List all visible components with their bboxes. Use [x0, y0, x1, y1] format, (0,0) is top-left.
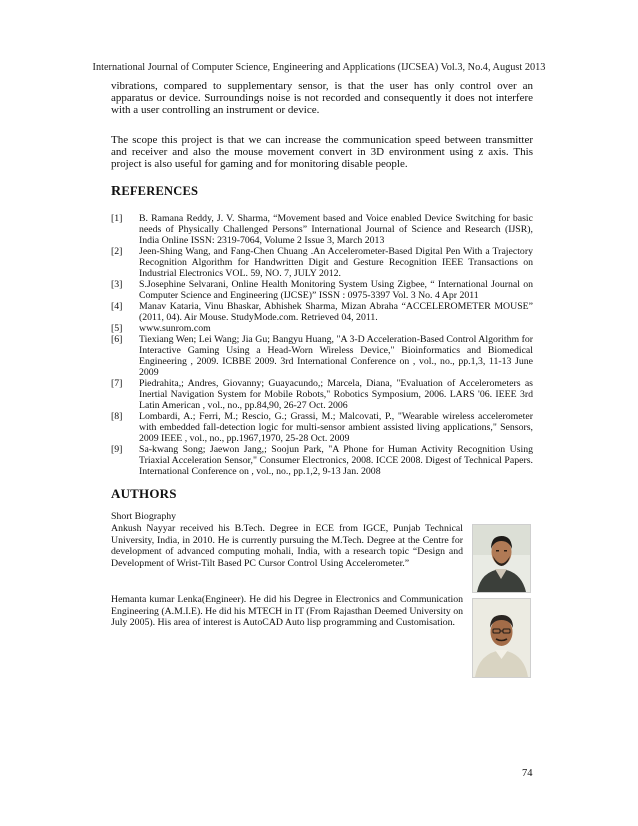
- reference-text: Lombardi, A.; Ferri, M.; Rescio, G.; Grassi, M.; Malcovati, P., "Wearable wireless accelerometer with embedded fall-detection logic for multi-sensor ambient assisted living applications," Sensors, 2009 IEEE , vol., no., pp.1967,1970, 25-28 Oct. 2009: [139, 411, 533, 444]
- reference-number: [5]: [111, 323, 123, 334]
- reference-text: S.Josephine Selvarani, Online Health Monitoring System Using Zigbee, “ International Journal on Computer Science and Engineering (IJCSE)” ISSN : 0975-3397 Vol. 3 No. 4 Apr 2011: [139, 279, 533, 301]
- author-bio-2: Hemanta kumar Lenka(Engineer). He did his Degree in Electronics and Communication Engineering (A.M.I.E). He did his MTECH in IT (From Rajasthan Deemed University on July 2005). His area of interest is AutoCAD Auto lisp programming and Customisation.: [111, 594, 463, 629]
- reference-number: [8]: [111, 411, 123, 422]
- reference-text: Sa-kwang Song; Jaewon Jang,; Soojun Park, "A Phone for Human Activity Recognition Using Triaxial Acceleration Sensor," Consumer Electronics, 2008. ICCE 2008. Digest of Technical Papers. International Conference on , vol., no., pp.1,2, 9-13 Jan. 2008: [139, 444, 533, 477]
- reference-text: Tiexiang Wen; Lei Wang; Jia Gu; Bangyu Huang, "A 3-D Acceleration-Based Control Algorithm for Interactive Gaming Using a Head-Worn Wireless Device," Bioinformatics and Biomedical Engineering , 2009. ICBBE 2009. 3rd International Conference on , vol., no., pp.1,3, 11-13 June 2009: [139, 334, 533, 378]
- reference-item-2: [111, 246, 533, 279]
- references-heading-initial: R: [111, 184, 122, 199]
- authors-heading: AUTHORS: [111, 486, 177, 501]
- reference-item-9: [111, 444, 533, 477]
- author-photo-1: [472, 524, 531, 593]
- reference-text: Piedrahita,; Andres, Giovanny; Guayacundo,; Marcela, Diana, "Evaluation of Accelerometers as Inertial Navigation System for Mobile Robots," Robotics Symposium, 2006. LARS '06. IEEE 3rd Latin American , vol., no., pp.84,90, 26-27 Oct. 2006: [139, 378, 533, 411]
- reference-number: [2]: [111, 246, 123, 257]
- reference-item-8: [111, 411, 533, 444]
- references-heading: [111, 184, 198, 200]
- author-portrait-2-image: [473, 599, 530, 677]
- reference-item-7: [111, 378, 533, 411]
- reference-number: [1]: [111, 213, 123, 224]
- reference-item-5: [111, 323, 533, 334]
- reference-item-1: [111, 213, 533, 246]
- reference-text: Manav Kataria, Vinu Bhaskar, Abhishek Sharma, Mizan Abraha “ACCELEROMETER MOUSE” (2011, 04). Air Mouse. StudyMode.com. Retrieved 04, 2011.: [139, 301, 533, 323]
- reference-number: [3]: [111, 279, 123, 290]
- reference-number: [4]: [111, 301, 123, 312]
- body-paragraph-1: vibrations, compared to supplementary sensor, is that the user has only control over an apparatus or device. Surroundings noise is not recorded and consequently it does not interfere with a user controlling an instrument or device.: [111, 80, 533, 117]
- author-portrait-1-image: [473, 525, 530, 592]
- reference-text: B. Ramana Reddy, J. V. Sharma, “Movement based and Voice enabled Device Switching for basic needs of Physically Challenged Persons” International Journal of Science and Research (IJSR), India Online ISSN: 2319‑7064, Volume 2 Issue 3, March 2013: [139, 213, 533, 246]
- reference-number: [7]: [111, 378, 123, 389]
- body-paragraph-2: The scope this project is that we can increase the communication speed between transmitter and receiver and also the mouse movement convert in 3D environment using z axis. This project is also useful for gaming and for monitoring disable people.: [111, 134, 533, 171]
- author-bio-1: Ankush Nayyar received his B.Tech. Degree in ECE from IGCE, Punjab Technical University, India, in 2010. He is currently pursuing the M.Tech. Degree at the Centre for development of advanced computing mohali, India, with a research topic “Design and Development of Wrist-Tilt Based PC Cursor Control Using Accelerometer.”: [111, 523, 463, 569]
- reference-item-6: [111, 334, 533, 378]
- reference-number: [9]: [111, 444, 123, 455]
- author-photo-2: [472, 598, 531, 678]
- page-number: 74: [522, 768, 533, 779]
- reference-number: [6]: [111, 334, 123, 345]
- references-heading-rest: EFERENCES: [121, 184, 199, 198]
- reference-text: Jeen-Shing Wang, and Fang-Chen Chuang .An Accelerometer-Based Digital Pen With a Trajectory Recognition Algorithm for Handwritten Digit and Gesture Recognition IEEE Transactions on Industrial Electronics VOL. 59, NO. 7, JULY 2012.: [139, 246, 533, 279]
- reference-list: [111, 213, 533, 477]
- reference-text: www.sunrom.com: [139, 323, 211, 334]
- short-biography-label: Short Biography: [111, 511, 177, 522]
- reference-item-3: [111, 279, 533, 301]
- reference-item-4: [111, 301, 533, 323]
- running-head: International Journal of Computer Science, Engineering and Applications (IJCSEA) Vol.3, No.4, August 2013: [92, 62, 546, 73]
